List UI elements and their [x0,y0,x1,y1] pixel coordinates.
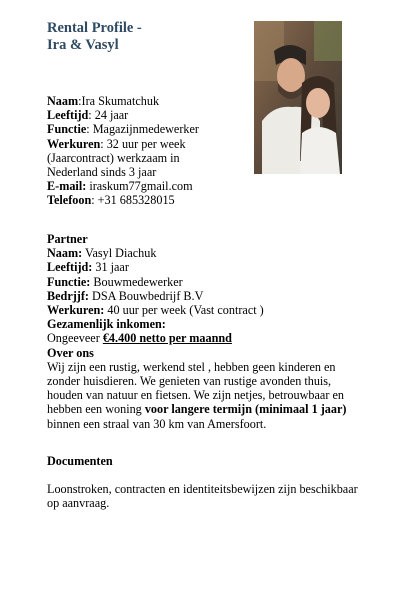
partner-hours-row [47,303,367,317]
person1-hours-row [47,137,199,151]
title-line-1: Rental Profile - [47,20,142,36]
person1-name-row [47,94,199,108]
name-value: :Ira Skumatchuk [78,94,160,108]
email-value: iraskum77gmail.com [86,179,193,194]
documents-heading-text: Documenten [47,454,113,468]
about-text [47,360,367,431]
partner-name-row [47,246,367,260]
partner-heading [47,232,367,246]
hours-label: Werkuren [47,136,101,151]
person1-job-row [47,122,199,136]
name-label: Naam [47,94,79,108]
person1-details [47,94,199,208]
income-label-row [47,317,367,331]
income-label: Gezamenlijk inkomen: [47,317,166,332]
person1-hours-line-2: (Jaarcontract) werkzaam in [47,150,180,165]
about-text-bold: voor langere termijn (minimaal 1 jaar) [144,402,347,417]
partner-name-value: Vasyl Diachuk [82,246,157,261]
person1-age-row [47,108,199,122]
documents-section [47,454,113,468]
phone-label: Telefoon [47,193,92,208]
partner-name-label: Naam: [47,246,83,261]
income-row [47,331,367,345]
age-label: Leeftijd [47,108,89,123]
partner-job-label: Functie: [47,274,91,289]
partner-heading-text: Partner [47,232,88,246]
about-heading [47,346,367,360]
couple-photo-icon [254,21,342,174]
partner-job-row [47,275,367,289]
about-text-after: binnen een straal van 30 km van Amersfoort. [47,416,267,431]
hours-value: : 32 uur per week [100,136,186,151]
documents-text: Loonstroken, contracten en identiteitsbewijzen zijn beschikbaar op aanvraag. [47,482,358,511]
about-heading-text: Over ons [47,345,94,360]
partner-company-row [47,289,367,303]
page-title [47,20,247,54]
title-line-2: Ira & Vasyl [47,37,119,53]
job-value: : Magazijnmedewerker [86,122,199,137]
partner-age-row [47,260,367,274]
income-prefix: Ongeevеer [47,331,103,346]
partner-company-value: DSA Bouwbedrijf B.V [88,288,204,303]
person1-email-row [47,179,199,193]
job-label: Functie [47,122,87,137]
partner-details [47,232,367,431]
partner-job-value: Bouwmedewerker [90,274,183,289]
partner-hours-label: Werkuren: [47,303,105,318]
phone-value: : +31 685328015 [91,193,175,208]
couple-photo [254,21,342,174]
partner-hours-value: 40 uur per week (Vast contract ) [104,303,264,318]
partner-age-value: 31 jaar [92,260,129,275]
partner-age-label: Leeftijd: [47,260,93,275]
documents-heading [47,454,113,468]
age-value: : 24 jaar [88,108,129,123]
about-text-before: Wij zijn een rustig, werkend stel , hebben geen kinderen en zonder huisdieren. We genieten van rustige avonden thuis, houden van natuur en fietsen. We zijn netjes, betrouwbaar en hebben een woning [47,359,344,417]
email-label: E-mail: [47,179,87,194]
partner-company-label: Bedrjjf: [47,288,89,303]
person1-phone-row [47,193,199,207]
person1-hours-line-3: Nederland sinds 3 jaar [47,165,157,180]
income-value: €4.400 netto per maannd [102,331,232,346]
